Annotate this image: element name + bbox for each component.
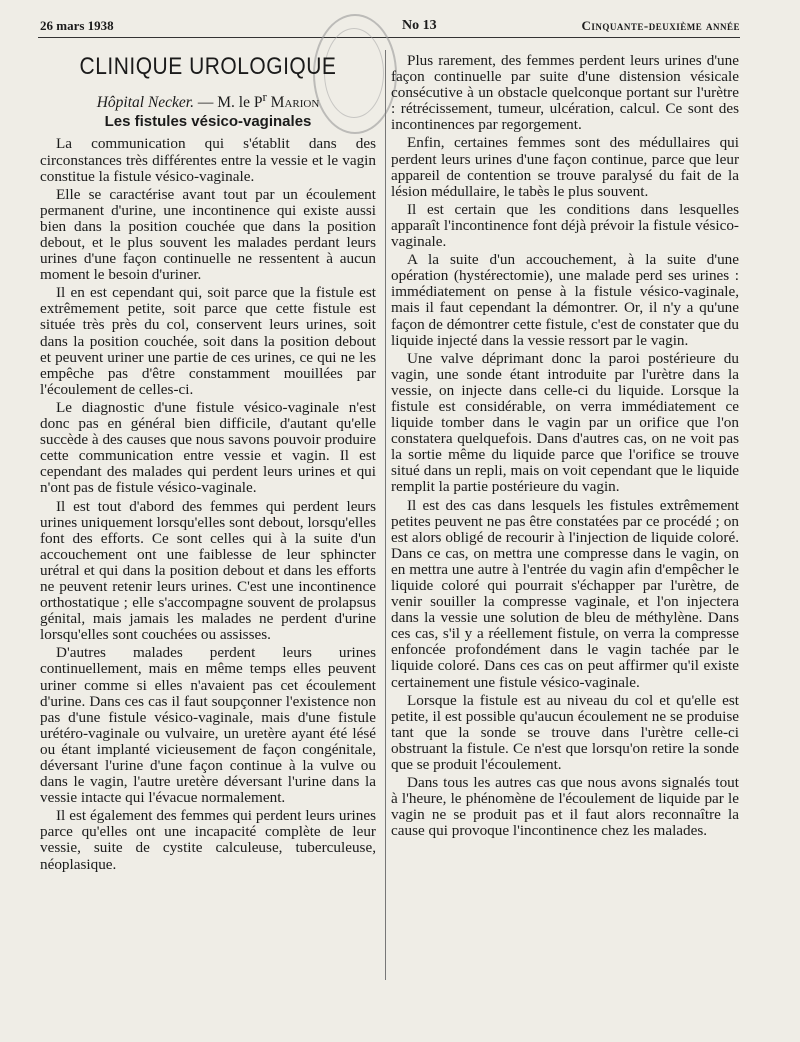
right-column	[391, 53, 739, 842]
right-paragraph-2: Enfin, certaines femmes sont des médullaires qui perdent leurs urines d'une façon continue, parce que leur appareil de contention se trouve paralysé du fait de la lésion médullaire, le tabès le plus souvent.	[391, 134, 739, 200]
right-paragraph-1: Plus rarement, des femmes perdent leurs urines d'une façon continuelle par suite d'une distension vésicale consécutive à un obstacle quelconque portant sur l'urètre : rétrécissement, tumeur, ulcération, calcul. Ce sont des incontinences par regorgement.	[391, 52, 739, 134]
right-paragraph-8: Dans tous les autres cas que nous avons signalés tout à l'heure, le phénomène de l'écoulement de liquide par le vagin ne se produit pas et il faut alors reconnaître la cause qui provoque l'incontinence chez les malades.	[391, 774, 739, 840]
byline-title-sup: r	[262, 89, 267, 105]
right-paragraph-5: Une valve déprimant donc la paroi postérieure du vagin, une sonde étant introduite par l'urètre dans la vessie, on injecte dans celle-ci du liquide. Lorsque la fistule est considérable, on verra immédiatement ce liquide tomber dans le vagin par un orifice que l'on constatera quelquefois. Dans d'autres cas, on ne voit pas la sortie même du liquide parce que l'orifice se trouve situé dans un repli, mais on voit cependant que le liquide remplit la partie postérieure du vagin.	[391, 349, 739, 496]
left-paragraph-7: Il est également des femmes qui perdent leurs urines parce qu'elles ont une incapacité complète de leur vessie, suite de cystite calculeuse, tuberculeuse, néoplasique.	[40, 807, 376, 873]
article-subtitle: Les fistules vésico-vaginales	[104, 113, 312, 131]
left-paragraph-6: D'autres malades perdent leurs urines continuellement, mais en même temps elles peuvent uriner comme si elles n'avaient pas cet écoulement d'urine. Dans ces cas il faut soupçonner l'existence non pas d'une fistule vésico-vaginale, mais d'une fistule urétéro-vaginale ou vulvaire, un uretère ayant été lésé ou étant implanté vicieusement de façon congénitale, déversant l'urine d'une façon continue à la vulve ou dans le vagin, l'autre uretère déversant l'urine dans la vessie intacte qui l'évacue normalement.	[40, 644, 376, 807]
left-paragraph-3: Il en est cependant qui, soit parce que la fistule est extrêmement petite, soit parce que cette fistule est située très près du col, conservent leurs urines, soit dans la position couchée, soit dans la position debout et peuvent uriner une partie de ces urines, ce qui ne les empêche pas d'être constamment mouillées par l'écoulement de celles-ci.	[40, 284, 376, 398]
left-paragraph-2: Elle se caractérise avant tout par un écoulement permanent d'urine, une incontinence qui existe aussi bien dans la position couchée que dans la position debout, et le plus souvent les malades perdant leurs urines d'une façon continuelle ne ressentent à aucun moment le besoin d'uriner.	[40, 185, 376, 284]
issue-number: No 13	[402, 18, 437, 33]
right-paragraph-4: A la suite d'un accouchement, à la suite d'une opération (hystérectomie), une malade perd ses urines : immédiatement on pense à la fistule vésico-vaginale, mais il faut cependant la démontrer. Or, il n'y a qu'une façon de démontrer cette fistule, c'est de constater que du liquide injecté dans la vessie ressort par le vagin.	[391, 251, 739, 349]
publication-year: Cinquante-deuxième année	[581, 18, 740, 33]
left-paragraph-1: La communication qui s'établit dans des circonstances très différentes entre la vessie et le vagin constitue la fistule vésico-vaginale.	[40, 135, 376, 185]
hospital-name: Hôpital Necker.	[96, 94, 194, 112]
article-byline	[40, 89, 376, 111]
left-paragraph-5: Il est tout d'abord des femmes qui perdent leurs urines uniquement lorsqu'elles sont debout, lorsqu'elles font des efforts. Ce sont celles qui à la suite d'un accouchement ont une faiblesse de leur sphincter urétral et qui dans la position debout et dans les efforts ne peuvent retenir leurs urines. C'est une incontinence orthostatique ; elle s'accompagne souvent de prolapsus génital, mais jamais les malades ne perdent d'urine lorsqu'elles sont couchées ou assisses.	[40, 497, 376, 644]
right-paragraph-7: Lorsque la fistule est au niveau du col et qu'elle est petite, il est possible qu'aucun écoulement ne se produise tant que la sonde se trouve dans l'urètre celle-ci obstruant la fistule. Ce n'est que lorsqu'on retire la sonde que se produit l'écoulement.	[391, 691, 739, 774]
issue-date: 26 mars 1938	[40, 18, 114, 33]
section-title: CLINIQUE UROLOGIQUE	[79, 53, 337, 80]
column-divider	[385, 50, 386, 980]
right-paragraph-6: Il est des cas dans lesquels les fistules extrêmement petites peuvent ne pas être constatées par ce procédé ; on est alors obligé de recourir à l'injection de liquide coloré. Dans ce cas, on mettra une compresse dans le vagin, on en mettra une autre à l'entrée du vagin afin d'empêcher le liquide coloré qui pourrait s'échapper par l'urètre, de venir souiller la compresse vaginale, et l'on injectera dans la vessie une solution de bleu de méthylène. Dans ces cas, s'il y a réellement fistule, on verra la compresse enfoncée profondément dans le vagin tachée par le liquide coloré. Dans ces cas on peut affirmer qu'il existe certainement une fistule vésico-vaginale.	[391, 496, 739, 691]
byline-prefix: — M. le P	[194, 94, 263, 112]
left-paragraph-4: Le diagnostic d'une fistule vésico-vaginale n'est donc pas en général bien difficile, d'autant qu'elle succède à des causes que nous savons pouvoir produire cette communication entre vessie et vagin. Il est cependant des malades qui perdent leurs urines et qui n'ont pas de fistule vésico-vaginale.	[40, 398, 376, 497]
right-paragraph-3: Il est certain que les conditions dans lesquelles apparaît l'incontinence font déjà prévoir la fistule vésico-vaginale.	[391, 200, 739, 251]
author-name: Marion	[266, 94, 320, 112]
left-column	[40, 44, 376, 875]
page-header	[40, 16, 740, 38]
